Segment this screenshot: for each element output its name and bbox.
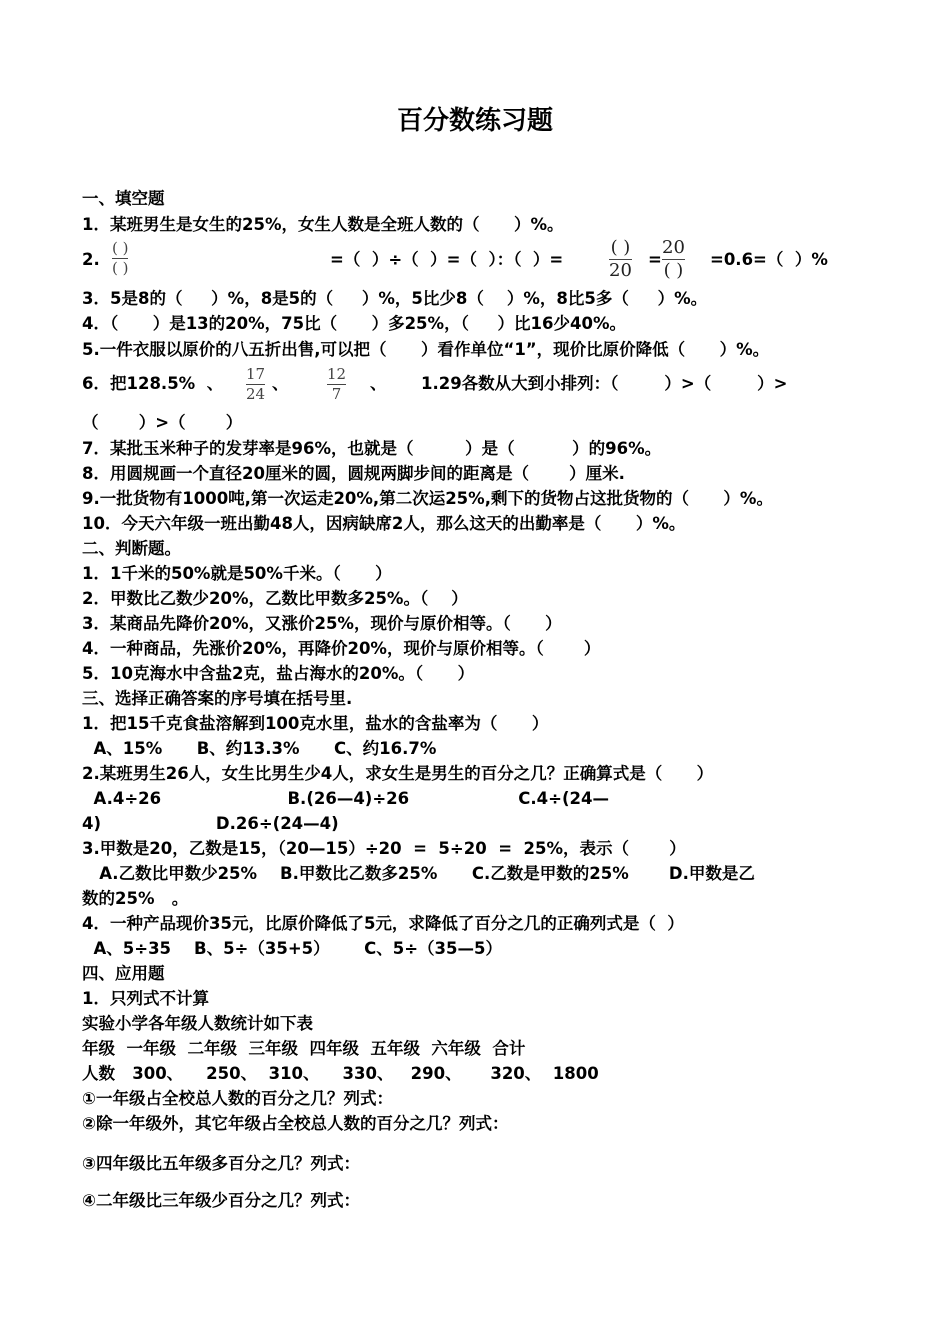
question-line: 实验小学各年级人数统计如下表 xyxy=(82,1014,313,1033)
section-heading: 一、填空题 xyxy=(82,189,165,208)
question-line: 6．把128.5% 、 xyxy=(82,374,224,393)
question-line: ②除一年级外，其它年级占全校总人数的百分之几？列式： xyxy=(82,1114,509,1133)
question-line: 4．一种商品，先涨价20%，再降价20%，现价与原价相等。（ ） xyxy=(82,639,601,658)
question-line: 1．只列式不计算 xyxy=(82,989,209,1008)
question-line: 3.甲数是20，乙数是15，（20—15）÷20 = 5÷20 = 25%，表示（ ） xyxy=(82,839,686,858)
fraction: ( ) ( ) xyxy=(112,239,129,277)
table-data-row: 人数 300、 250、 310、 330、 290、 320、 1800 xyxy=(82,1064,599,1083)
fraction: 12 7 xyxy=(327,365,347,403)
fraction: ( ) 20 xyxy=(609,237,632,281)
question-text: 、 1.29各数从大到小排列：（ ）>（ ）> xyxy=(370,374,788,393)
section-heading: 二、判断题。 xyxy=(82,539,181,558)
question-line: 8．用圆规画一个直径20厘米的圆，圆规两脚步间的距离是（ ）厘米. xyxy=(82,464,625,483)
table-header-row: 年级 一年级 二年级 三年级 四年级 五年级 六年级 合计 xyxy=(82,1039,526,1058)
question-line: 2．甲数比乙数少20%，乙数比甲数多25%。（ ） xyxy=(82,589,468,608)
question-line: 7．某批玉米种子的发芽率是96%，也就是（ ）是（ ）的96%。 xyxy=(82,439,662,458)
question-line: ④二年级比三年级少百分之几？列式： xyxy=(82,1191,360,1210)
answer-options: 数的25% 。 xyxy=(82,889,189,908)
answer-options: A、5÷35 B、5÷（35+5） C、5÷（35—5） xyxy=(82,939,502,958)
question-line: 4．（ ）是13的20%，75比（ ）多25%，（ ）比16少40%。 xyxy=(82,314,627,333)
question-line: ①一年级占全校总人数的百分之几？列式： xyxy=(82,1089,393,1108)
question-line: 2. xyxy=(82,250,100,269)
question-line: 3．某商品先降价20%，又涨价25%，现价与原价相等。（ ） xyxy=(82,614,562,633)
fraction: 17 24 xyxy=(246,365,266,403)
answer-options: A.4÷26 B.(26—4)÷26 C.4÷(24— xyxy=(82,789,609,808)
question-line: 4．一种产品现价35元，比原价降低了5元，求降低了百分之几的正确列式是（ ） xyxy=(82,914,684,933)
answer-options: A、15% B、约13.3% C、约16.7% xyxy=(82,739,437,758)
question-line: 5.一件衣服以原价的八五折出售,可以把（ ）看作单位“1”，现价比原价降低（ ）%。 xyxy=(82,340,770,359)
section-heading: 四、应用题 xyxy=(82,964,165,983)
question-line: 1．某班男生是女生的25%，女生人数是全班人数的（ ）%。 xyxy=(82,215,564,234)
question-line: 3．5是8的（ ）%，8是5的（ ）%，5比少8（ ）%，8比5多（ ）%。 xyxy=(82,289,708,308)
question-text: =（ ）÷（ ）=（ ）：（ ）= xyxy=(330,250,564,269)
question-line: （ ）>（ ） xyxy=(82,413,243,432)
question-line: 9.一批货物有1000吨,第一次运走20%,第二次运25%,剩下的货物占这批货物的（ ）%。 xyxy=(82,489,773,508)
question-text: =0.6=（ ）% xyxy=(710,250,828,269)
question-line: 5．10克海水中含盐2克，盐占海水的20%。（ ） xyxy=(82,664,475,683)
fraction: 20 ( ) xyxy=(662,237,685,281)
question-line: 2.某班男生26人，女生比男生少4人，求女生是男生的百分之几？正确算式是（ ） xyxy=(82,764,714,783)
question-line: ③四年级比五年级多百分之几？列式： xyxy=(82,1154,360,1173)
page-title: 百分数练习题 xyxy=(396,106,553,136)
question-line: 10．今天六年级一班出勤48人，因病缺席2人，那么这天的出勤率是（ ）%。 xyxy=(82,514,686,533)
answer-options: A.乙数比甲数少25% B.甲数比乙数多25% C.乙数是甲数的25% D.甲数是乙 xyxy=(82,864,755,883)
question-line: 1．把15千克食盐溶解到100克水里，盐水的含盐率为（ ） xyxy=(82,714,549,733)
section-heading: 三、选择正确答案的序号填在括号里. xyxy=(82,689,353,708)
question-text: 、 xyxy=(272,374,289,393)
question-line: 1．1千米的50%就是50%千米。（ ） xyxy=(82,564,392,583)
answer-options: 4) D.26÷(24—4) xyxy=(82,814,339,833)
question-text: = xyxy=(648,250,662,269)
